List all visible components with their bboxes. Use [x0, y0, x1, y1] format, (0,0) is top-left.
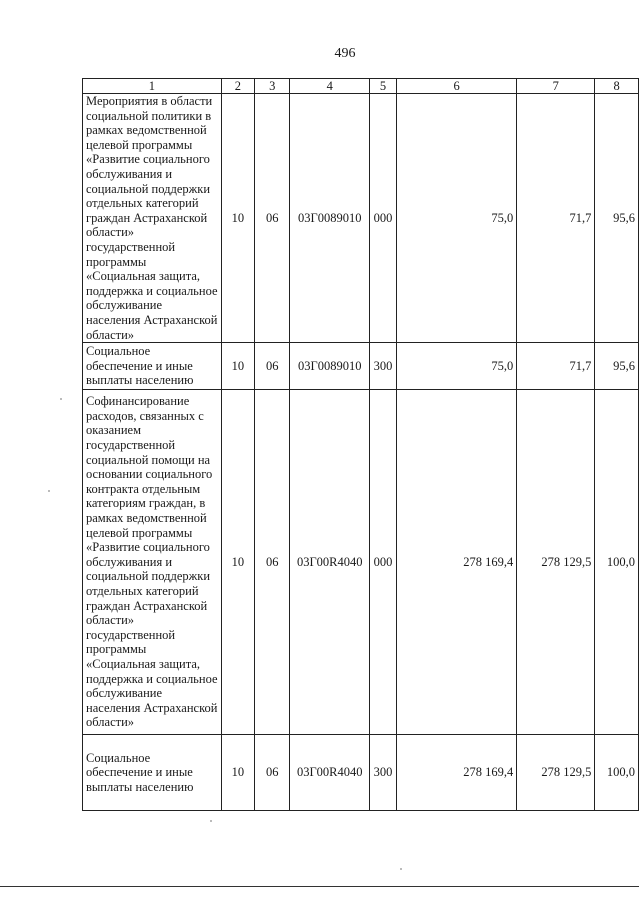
row-target-article: 03Г00R4040: [290, 735, 370, 811]
table-row: [83, 390, 639, 735]
row-section: 10: [221, 390, 254, 735]
row-percent-value: 100,0: [595, 735, 639, 811]
row-target-article: 03Г0089010: [290, 94, 370, 343]
row-plan-value: 278 169,4: [397, 390, 517, 735]
scan-speck: [210, 820, 212, 822]
column-header-1: 1: [83, 79, 222, 94]
row-actual-value: 278 129,5: [517, 735, 595, 811]
column-header-4: 4: [290, 79, 370, 94]
row-actual-value: 71,7: [517, 94, 595, 343]
row-target-article: 03Г00R4040: [290, 390, 370, 735]
row-section: 10: [221, 343, 254, 390]
row-actual-value: 278 129,5: [517, 390, 595, 735]
row-plan-value: 278 169,4: [397, 735, 517, 811]
row-percent-value: 95,6: [595, 94, 639, 343]
row-percent-value: 95,6: [595, 343, 639, 390]
column-header-6: 6: [397, 79, 517, 94]
budget-table: [82, 78, 639, 811]
column-header-2: 2: [221, 79, 254, 94]
table-row: [83, 343, 639, 390]
row-expense-type: 000: [370, 390, 397, 735]
row-section: 10: [221, 735, 254, 811]
row-subsection: 06: [255, 390, 290, 735]
page-number: 496: [334, 46, 356, 61]
column-header-3: 3: [255, 79, 290, 94]
row-section: 10: [221, 94, 254, 343]
scan-speck: [48, 490, 50, 492]
row-subsection: 06: [255, 94, 290, 343]
row-subsection: 06: [255, 735, 290, 811]
row-percent-value: 100,0: [595, 390, 639, 735]
row-plan-value: 75,0: [397, 343, 517, 390]
table-row: [83, 94, 639, 343]
column-header-7: 7: [517, 79, 595, 94]
row-subsection: 06: [255, 343, 290, 390]
row-expense-type: 300: [370, 735, 397, 811]
row-plan-value: 75,0: [397, 94, 517, 343]
row-actual-value: 71,7: [517, 343, 595, 390]
table-header-row: [83, 79, 639, 94]
column-header-5: 5: [370, 79, 397, 94]
row-expense-type: 300: [370, 343, 397, 390]
row-name: Мероприятия в области социальной политики в рамках ведомственной целевой программы «Развитие социального обслуживания и социальной поддержки отдельных категорий граждан Астраханской области» государственной программы «Социальная защита, поддержка и социальное обслуживание населения Астраханской области»: [83, 94, 222, 343]
table-row: [83, 735, 639, 811]
scan-speck: [400, 868, 402, 870]
row-name: Социальное обеспечение и иные выплаты населению: [83, 735, 222, 811]
row-target-article: 03Г0089010: [290, 343, 370, 390]
row-name: Социальное обеспечение и иные выплаты населению: [83, 343, 222, 390]
column-header-8: 8: [595, 79, 639, 94]
row-name: Софинансирование расходов, связанных с оказанием государственной социальной помощи на основании социального контракта отдельным категориям граждан, в рамках ведомственной целевой программы «Развитие социального обслуживания и социальной поддержки отдельных категорий граждан Астраханской области» государственной программы «Социальная защита, поддержка и социальное обслуживание населения Астраханской области»: [83, 390, 222, 735]
scan-speck: [60, 398, 62, 400]
row-expense-type: 000: [370, 94, 397, 343]
page-bottom-rule: [0, 886, 639, 887]
